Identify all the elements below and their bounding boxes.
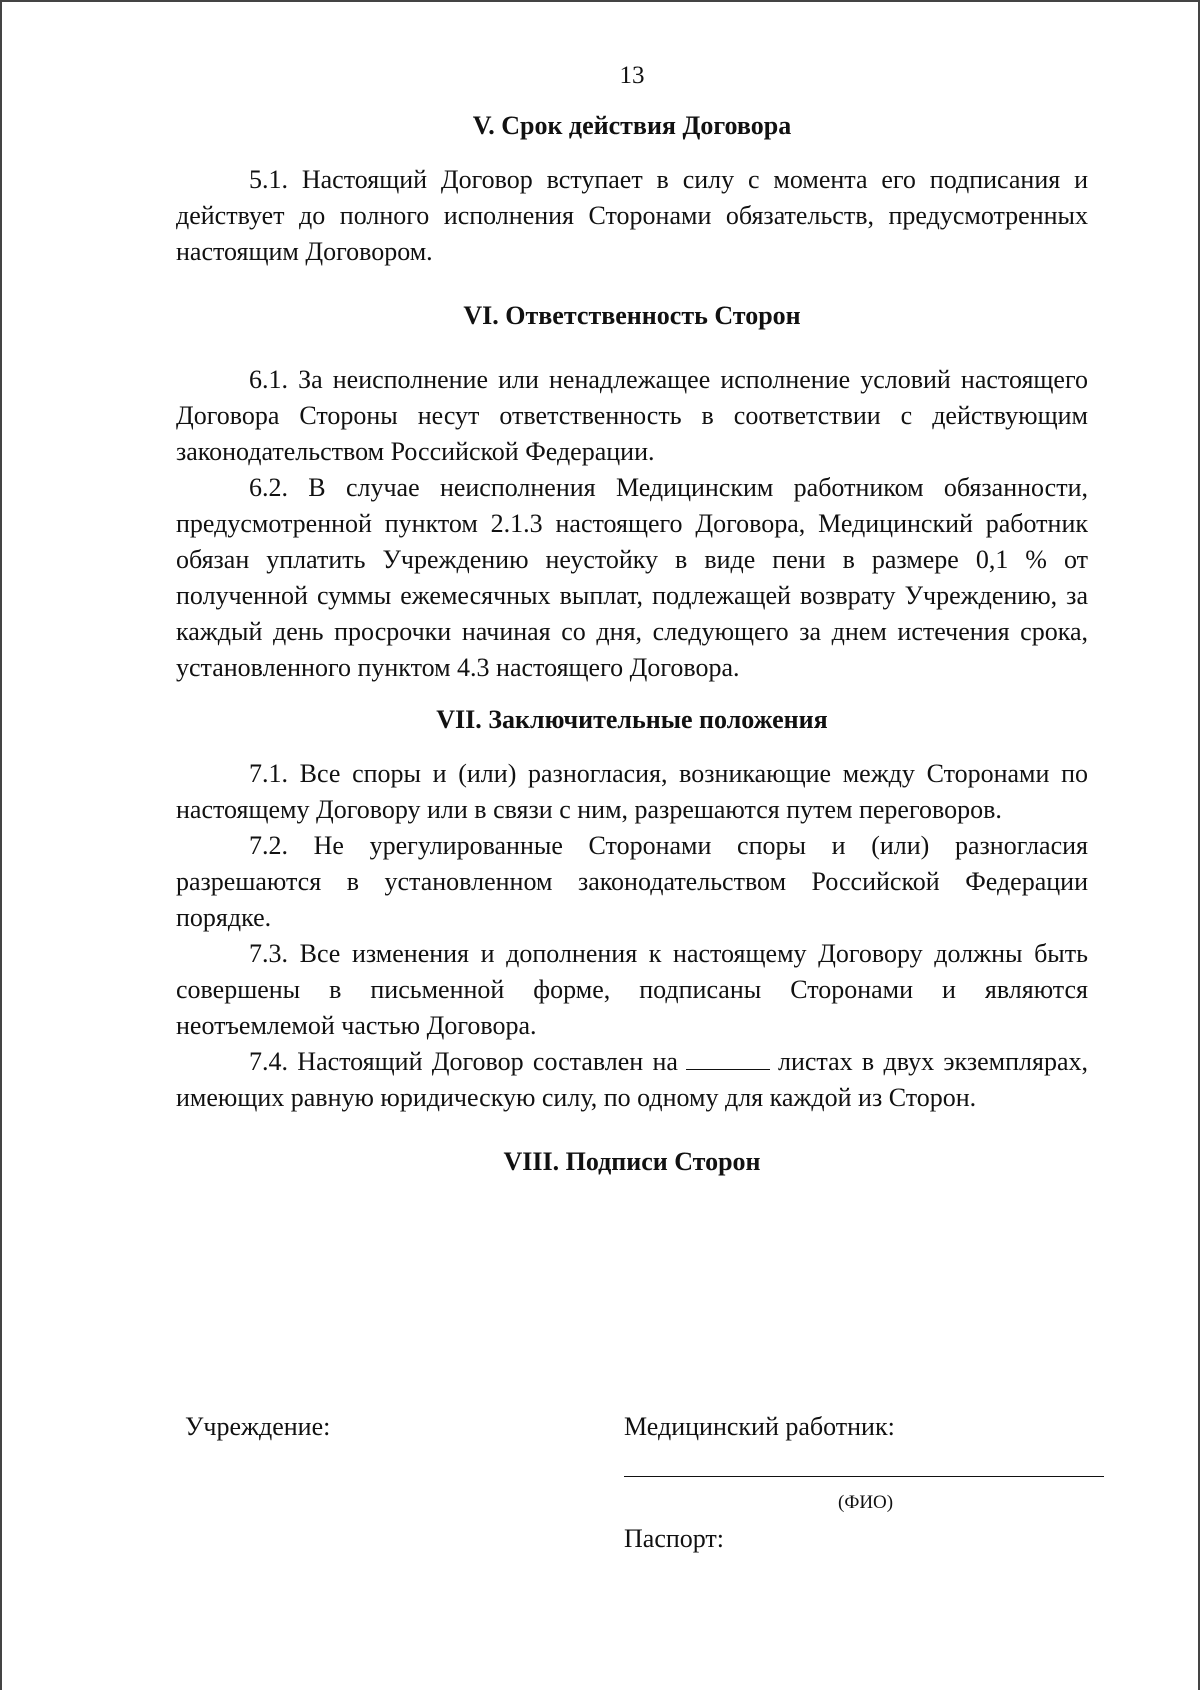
paragraph-7-4-end: листах в двух экземплярах, имеющих равную юридическую силу, по одному для каждой из Сторон. (176, 1047, 1089, 1112)
section-5-heading: V. Срок действия Договора (472, 111, 792, 140)
signature-line (624, 1476, 1104, 1477)
sheet-count-blank (686, 1047, 770, 1070)
section-7-heading: VII. Заключительные положения (436, 705, 828, 734)
paragraph-7-3: 7.3. Все изменения и дополнения к настоящему Договору должны быть совершены в письменной форме, подписаны Сторонами и являются неотъемлемой частью Договора. (176, 939, 1088, 1040)
fio-caption: (ФИО) (838, 1492, 894, 1513)
institution-label: Учреждение: (185, 1412, 331, 1441)
section-8-heading: VIII. Подписи Сторон (503, 1147, 761, 1176)
paragraph-6-2: 6.2. В случае неисполнения Медицинским работником обязанности, предусмотренной пунктом 2.1.3 настоящего Договора, Медицинский работник обязан уплатить Учреждению неустойку в виде пени в размере 0,1 % от полученной суммы ежемесячных выплат, подлежащей возврату Учреждению, за каждый день просрочки начиная со дня, следующего за днем истечения срока, установленного пунктом 4.3 настоящего Договора. (176, 473, 1088, 682)
paragraph-6-1: 6.1. За неисполнение или ненадлежащее исполнение условий настоящего Договора Стороны несут ответственность в соответствии с действующим законодательством Российской Федерации. (176, 365, 1088, 466)
paragraph-7-2: 7.2. Не урегулированные Сторонами споры и (или) разногласия разрешаются в установленном законодательством Российской Федерации порядке. (176, 831, 1088, 932)
passport-label: Паспорт: (624, 1524, 725, 1553)
page-number: 13 (619, 62, 645, 89)
paragraph-7-4-start: 7.4. Настоящий Договор составлен на (249, 1047, 678, 1076)
paragraph-5-1: 5.1. Настоящий Договор вступает в силу с момента его подписания и действует до полного исполнения Сторонами обязательств, предусмотренных настоящим Договором. (176, 165, 1088, 266)
medical-worker-label: Медицинский работник: (624, 1412, 895, 1441)
paragraph-7-1: 7.1. Все споры и (или) разногласия, возникающие между Сторонами по настоящему Договору или в связи с ним, разрешаются путем переговоров. (176, 759, 1088, 824)
paragraph-7-4 (176, 1044, 1088, 1116)
section-6-heading: VI. Ответственность Сторон (463, 301, 801, 330)
document-body (176, 108, 1088, 1180)
